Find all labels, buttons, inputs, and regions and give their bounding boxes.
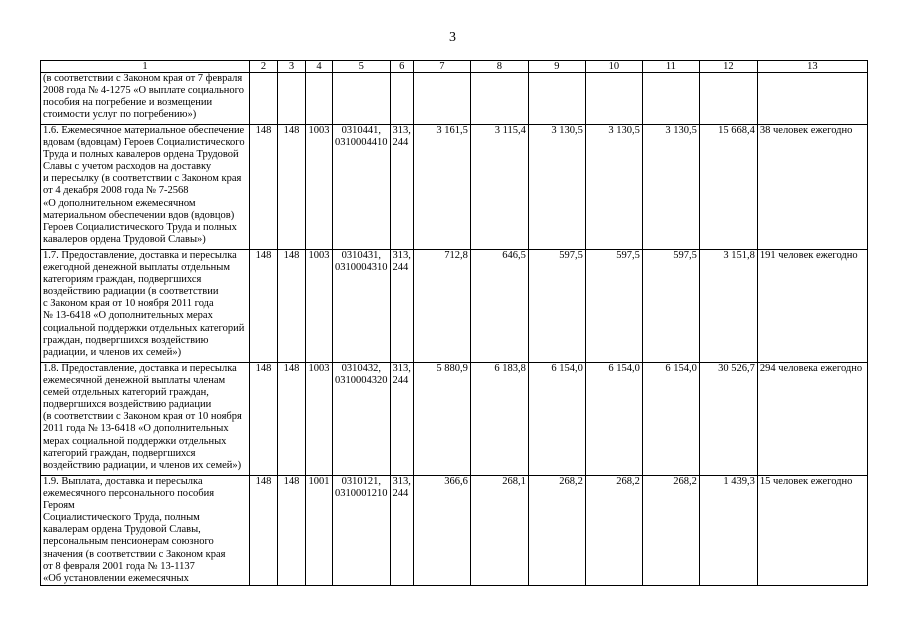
table-row bbox=[41, 125, 868, 250]
cell-col4: 1001 bbox=[306, 476, 333, 586]
cell-col11 bbox=[642, 73, 699, 125]
cell-col8 bbox=[470, 73, 528, 125]
cell-col3: 148 bbox=[278, 125, 306, 250]
cell-col4: 1003 bbox=[306, 125, 333, 250]
cell-col6: 313, 244 bbox=[390, 363, 413, 476]
cell-col11: 268,2 bbox=[642, 476, 699, 586]
column-header: 5 bbox=[333, 61, 391, 73]
cell-col2: 148 bbox=[250, 363, 278, 476]
cell-col8: 6 183,8 bbox=[470, 363, 528, 476]
cell-col12 bbox=[699, 73, 757, 125]
table-row bbox=[41, 73, 868, 125]
cell-col8: 268,1 bbox=[470, 476, 528, 586]
column-header: 1 bbox=[41, 61, 250, 73]
column-header: 3 bbox=[278, 61, 306, 73]
cell-col4: 1003 bbox=[306, 363, 333, 476]
header-row bbox=[41, 61, 868, 73]
cell-col3 bbox=[278, 73, 306, 125]
row-description: 1.6. Ежемесячное материальное обеспечение вдовам (вдовцам) Героев Социалистического Труда и полных кавалеров ордена Трудовой Славы с учетом расходов на доставку и пересылку (в соответствии с Законом края от 4 декабря 2008 года № 7-2568 «О дополнительном ежемесячном материальном обеспечении вдов (вдовцов) Героев Социалистического Труда и полных кавалеров ордена Трудовой Славы») bbox=[41, 125, 250, 250]
cell-col5: 0310432, 0310004320 bbox=[333, 363, 391, 476]
cell-col2: 148 bbox=[250, 476, 278, 586]
column-header: 2 bbox=[250, 61, 278, 73]
cell-col6: 313, 244 bbox=[390, 250, 413, 363]
row-description: 1.9. Выплата, доставка и пересылка ежемесячного персонального пособия Героям Социалистического Труда, полным кавалерам ордена Трудовой Славы, персональным пенсионерам союзного значения (в соответствии с Законом края от 8 февраля 2001 года № 13-1137 «Об установлении ежемесячных bbox=[41, 476, 250, 586]
column-header: 11 bbox=[642, 61, 699, 73]
cell-col7: 712,8 bbox=[413, 250, 470, 363]
cell-col9 bbox=[528, 73, 585, 125]
budget-table bbox=[40, 60, 868, 586]
cell-col13: 15 человек ежегодно bbox=[757, 476, 867, 586]
cell-col10: 268,2 bbox=[585, 476, 642, 586]
cell-col10: 597,5 bbox=[585, 250, 642, 363]
cell-col13: 38 человек ежегодно bbox=[757, 125, 867, 250]
cell-col11: 3 130,5 bbox=[642, 125, 699, 250]
cell-col9: 268,2 bbox=[528, 476, 585, 586]
cell-col7: 3 161,5 bbox=[413, 125, 470, 250]
cell-col12: 15 668,4 bbox=[699, 125, 757, 250]
cell-col13 bbox=[757, 73, 867, 125]
cell-col5: 0310441, 0310004410 bbox=[333, 125, 391, 250]
cell-col3: 148 bbox=[278, 250, 306, 363]
cell-col12: 3 151,8 bbox=[699, 250, 757, 363]
cell-col9: 3 130,5 bbox=[528, 125, 585, 250]
cell-col10: 6 154,0 bbox=[585, 363, 642, 476]
column-header: 6 bbox=[390, 61, 413, 73]
row-description: 1.8. Предоставление, доставка и пересылка ежемесячной денежной выплаты членам семей отдельных категорий граждан, подвергшихся воздействию радиации (в соответствии с Законом края от 10 ноября 2011 года № 13-6418 «О дополнительных мерах социальной поддержки отдельных категорий граждан, подвергшихся воздействию радиации, и членов их семей») bbox=[41, 363, 250, 476]
cell-col10 bbox=[585, 73, 642, 125]
column-header: 7 bbox=[413, 61, 470, 73]
table-row bbox=[41, 476, 868, 586]
cell-col5 bbox=[333, 73, 391, 125]
cell-col4: 1003 bbox=[306, 250, 333, 363]
cell-col8: 3 115,4 bbox=[470, 125, 528, 250]
cell-col11: 6 154,0 bbox=[642, 363, 699, 476]
cell-col8: 646,5 bbox=[470, 250, 528, 363]
cell-col6 bbox=[390, 73, 413, 125]
cell-col6: 313, 244 bbox=[390, 476, 413, 586]
cell-col7: 5 880,9 bbox=[413, 363, 470, 476]
cell-col2: 148 bbox=[250, 250, 278, 363]
cell-col9: 597,5 bbox=[528, 250, 585, 363]
cell-col7: 366,6 bbox=[413, 476, 470, 586]
cell-col4 bbox=[306, 73, 333, 125]
table-row bbox=[41, 363, 868, 476]
cell-col13: 294 человека ежегодно bbox=[757, 363, 867, 476]
column-header: 4 bbox=[306, 61, 333, 73]
column-header: 9 bbox=[528, 61, 585, 73]
cell-col9: 6 154,0 bbox=[528, 363, 585, 476]
cell-col2 bbox=[250, 73, 278, 125]
column-header: 13 bbox=[757, 61, 867, 73]
column-header: 8 bbox=[470, 61, 528, 73]
cell-col7 bbox=[413, 73, 470, 125]
cell-col10: 3 130,5 bbox=[585, 125, 642, 250]
cell-col6: 313, 244 bbox=[390, 125, 413, 250]
cell-col12: 30 526,7 bbox=[699, 363, 757, 476]
cell-col5: 0310431, 0310004310 bbox=[333, 250, 391, 363]
cell-col13: 191 человек ежегодно bbox=[757, 250, 867, 363]
cell-col11: 597,5 bbox=[642, 250, 699, 363]
cell-col12: 1 439,3 bbox=[699, 476, 757, 586]
table-row bbox=[41, 250, 868, 363]
cell-col3: 148 bbox=[278, 476, 306, 586]
cell-col5: 0310121, 0310001210 bbox=[333, 476, 391, 586]
cell-col3: 148 bbox=[278, 363, 306, 476]
row-description: (в соответствии с Законом края от 7 февраля 2008 года № 4-1275 «О выплате социального пособия на погребение и возмещении стоимости услуг по погребению») bbox=[41, 73, 250, 125]
column-header: 10 bbox=[585, 61, 642, 73]
page-number: 3 bbox=[449, 30, 456, 45]
column-header: 12 bbox=[699, 61, 757, 73]
cell-col2: 148 bbox=[250, 125, 278, 250]
row-description: 1.7. Предоставление, доставка и пересылка ежегодной денежной выплаты отдельным категориям граждан, подвергшихся воздействию радиации (в соответствии с Законом края от 10 ноября 2011 года № 13-6418 «О дополнительных мерах социальной поддержки отдельных категорий граждан, подвергшихся воздействию радиации, и членов их семей») bbox=[41, 250, 250, 363]
